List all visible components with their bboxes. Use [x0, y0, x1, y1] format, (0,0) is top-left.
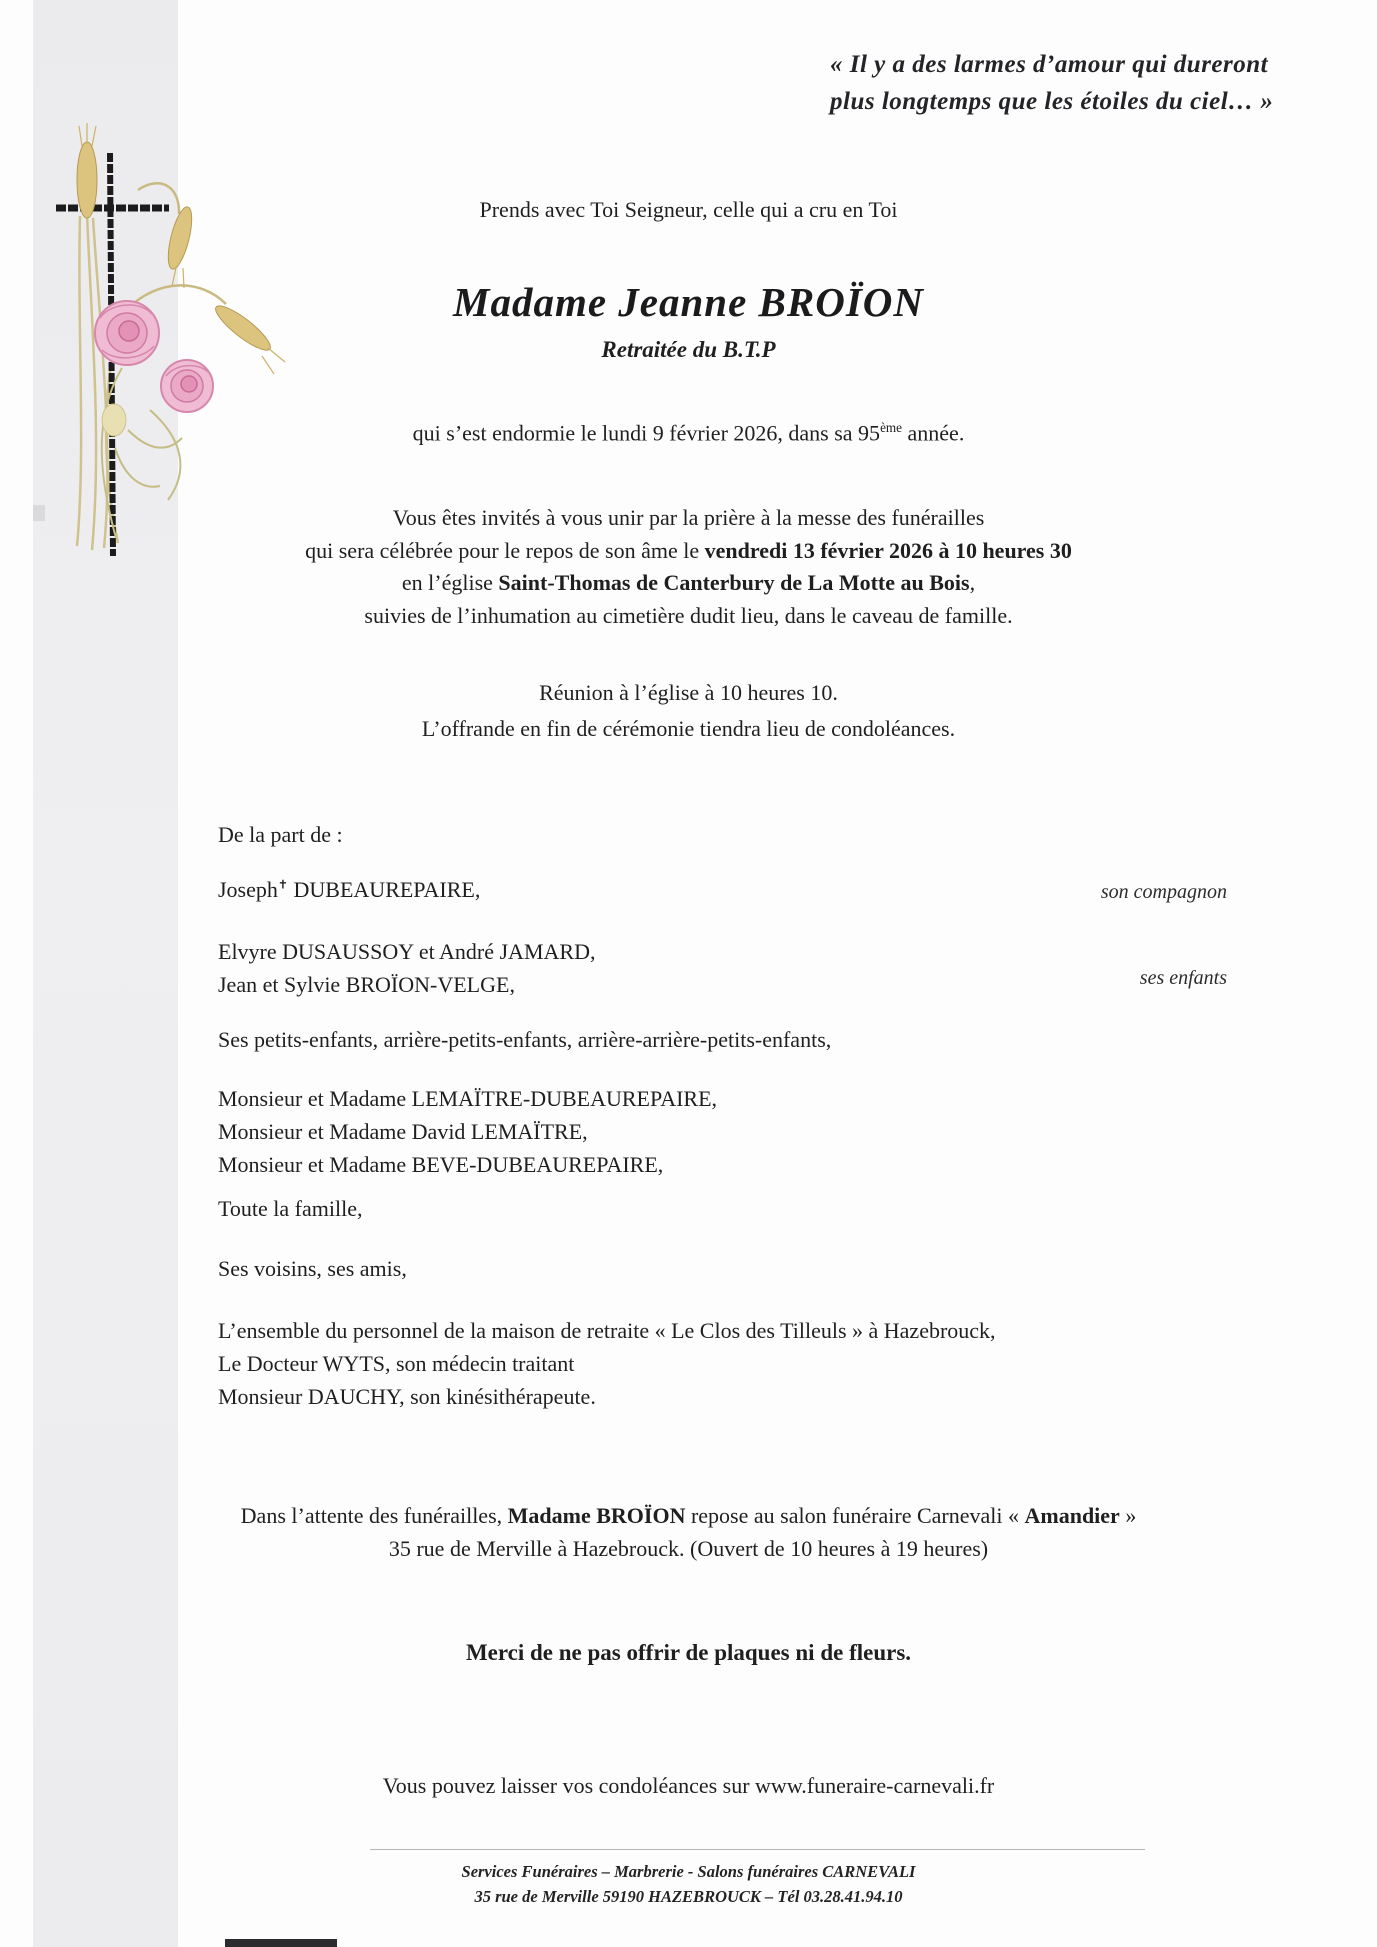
service-line-3 — [0, 567, 1377, 600]
gathering-line-1: Réunion à l’église à 10 heures 10. — [539, 680, 838, 705]
grandchildren-line: Ses petits-enfants, arrière-petits-enfants, arrière-arrière-petits-enfants, — [218, 1027, 832, 1052]
service-line-3-text: en l’église — [401, 570, 499, 595]
repose-line-1 — [0, 1499, 1377, 1532]
whole-family-line: Toute la famille, — [218, 1196, 363, 1221]
relation-companion: son compagnon — [1100, 881, 1227, 903]
funeral-home-footer — [0, 1859, 1377, 1909]
memorial-quote — [830, 46, 1273, 120]
condolences-website-line: Vous pouvez laisser vos condoléances sur www.funeraire-carnevali.fr — [382, 1773, 995, 1798]
repose-text-3: » — [1119, 1503, 1137, 1528]
footer-line-1: Services Funéraires – Marbrerie - Salons funéraires CARNEVALI — [461, 1862, 916, 1881]
repose-line-2: 35 rue de Merville à Hazebrouck. (Ouvert de 10 heures à 19 heures) — [388, 1536, 989, 1561]
repose-deceased-name: Madame BROÏON — [507, 1503, 686, 1528]
service-line-4: suivies de l’inhumation au cimetière dudit lieu, dans le caveau de famille. — [364, 602, 1013, 628]
funeral-service-details — [0, 502, 1377, 632]
service-line-2 — [0, 535, 1377, 568]
death-line-prefix: qui s’est endormie le lundi 9 février 2026, dans sa 95 — [412, 420, 881, 446]
deceased-name: Madame Jeanne BROÏON — [452, 279, 925, 325]
no-flowers-notice: Merci de ne pas offrir de plaques ni de fleurs. — [465, 1640, 912, 1665]
church-name: Saint-Thomas de Canterbury de La Motte au Bois — [498, 570, 970, 595]
family-couples-list — [218, 1082, 717, 1181]
deceased-subtitle: Retraitée du B.T.P — [601, 337, 776, 362]
quote-line-2: plus longtemps que les étoiles du ciel… » — [830, 88, 1274, 115]
family-intro: De la part de : — [218, 822, 343, 847]
couple-line: Monsieur et Madame LEMAÏTRE-DUBEAUREPAIRE, — [218, 1086, 718, 1111]
companion-name — [218, 877, 480, 903]
neighbors-line: Ses voisins, ses amis, — [218, 1256, 407, 1281]
invocation-line: Prends avec Toi Seigneur, celle qui a cru en Toi — [479, 197, 898, 222]
wheat-stem-icon — [77, 213, 125, 550]
ordinal-superscript: ème — [880, 420, 903, 435]
footer-divider — [370, 1849, 1145, 1850]
service-date-time: vendredi 13 février 2026 à 10 heures 30 — [704, 537, 1072, 563]
service-line-1: Vous êtes invités à vous unir par la prière à la messe des funérailles — [392, 505, 985, 530]
staff-line: Le Docteur WYTS, son médecin traitant — [218, 1351, 575, 1376]
death-line-suffix: année. — [902, 420, 965, 446]
couple-line: Monsieur et Madame BEVE-DUBEAUREPAIRE, — [218, 1152, 664, 1177]
scan-artifact-bar — [225, 1939, 337, 1947]
staff-line: Monsieur DAUCHY, son kinésithérapeute. — [218, 1384, 596, 1409]
companion-first-name: Joseph — [218, 877, 278, 902]
children-line-2: Jean et Sylvie BROÏON-VELGE, — [218, 972, 515, 997]
funeral-salon-name: Amandier — [1024, 1503, 1120, 1528]
service-line-3-suffix: , — [969, 570, 976, 595]
relation-children: ses enfants — [1139, 967, 1227, 989]
children-line-1: Elvyre DUSAUSSOY et André JAMARD, — [218, 939, 596, 964]
service-line-2-text: qui sera célébrée pour le repos de son âme le — [305, 537, 705, 563]
quote-line-1: « Il y a des larmes d’amour qui dureront — [830, 51, 1269, 78]
rose-icon — [161, 360, 213, 412]
gathering-details — [0, 675, 1377, 747]
footer-line-2: 35 rue de Merville 59190 HAZEBROUCK – Tél 03.28.41.94.10 — [474, 1887, 903, 1906]
death-announcement-line — [0, 420, 1377, 446]
deceased-cross-icon: ✝ — [277, 877, 289, 892]
gathering-line-2: L’offrande en fin de cérémonie tiendra lieu de condoléances. — [421, 716, 956, 741]
repose-text-2: repose au salon funéraire Carnevali « — [685, 1503, 1025, 1528]
repose-text-1: Dans l’attente des funérailles, — [240, 1503, 508, 1528]
staff-list — [218, 1314, 996, 1413]
couple-line: Monsieur et Madame David LEMAÏTRE, — [218, 1119, 588, 1144]
companion-last-name: DUBEAUREPAIRE, — [288, 877, 481, 902]
repose-notice — [0, 1499, 1377, 1565]
staff-line: L’ensemble du personnel de la maison de retraite « Le Clos des Tilleuls » à Hazebrouck, — [218, 1318, 996, 1343]
